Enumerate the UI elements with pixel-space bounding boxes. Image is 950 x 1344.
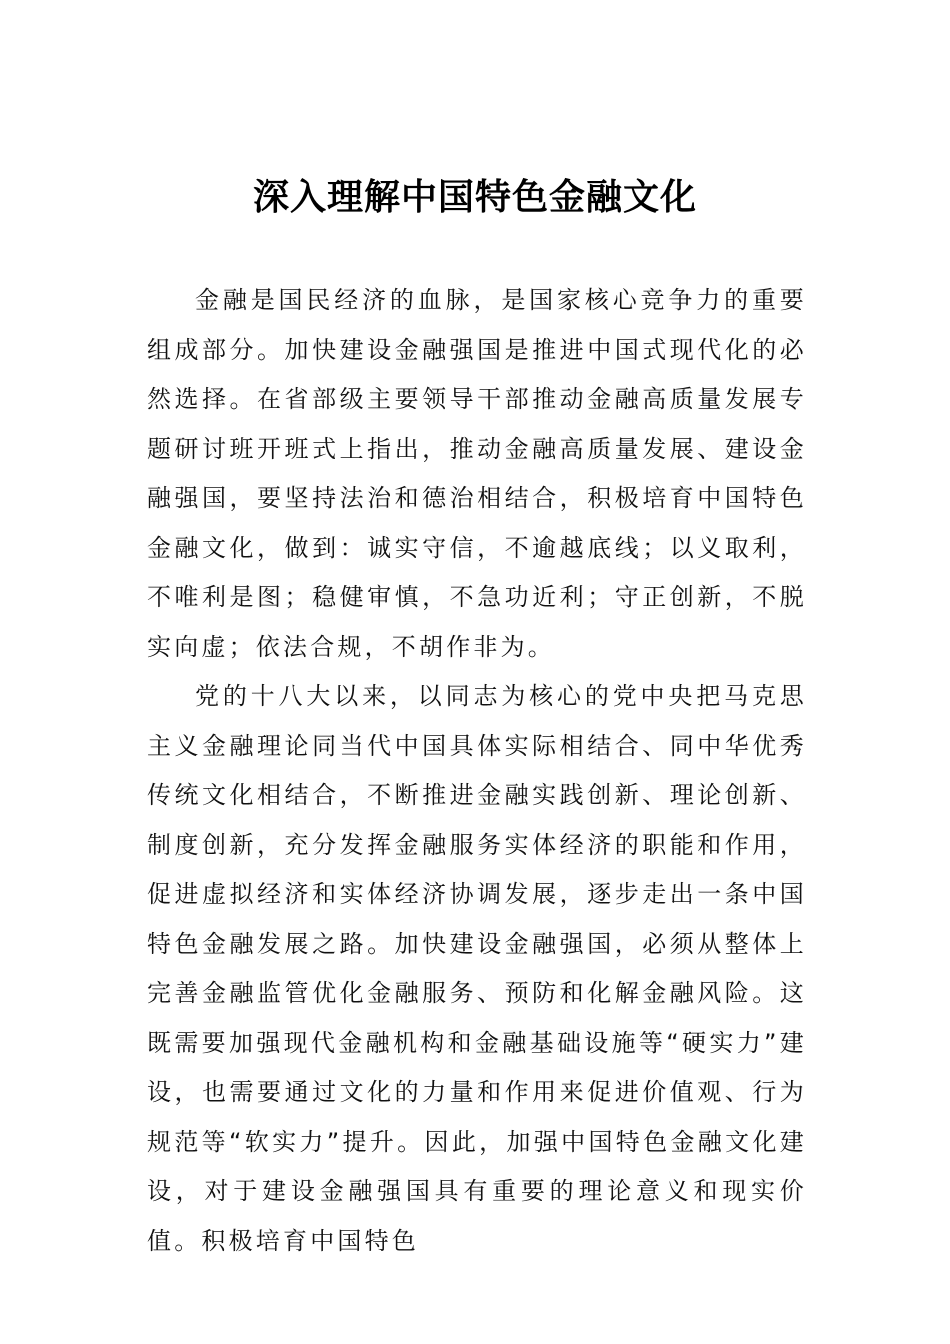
paragraph-2: 党的十八大以来，以同志为核心的党中央把马克思主义金融理论同当代中国具体实际相结合、同中华优秀传统文化相结合，不断推进金融实践创新、理论创新、制度创新，充分发挥金融服务实体经济的职能和作用，促进虚拟经济和实体经济协调发展，逐步走出一条中国特色金融发展之路。加快建设金融强国，必须从整体上完善金融监管优化金融服务、预防和化解金融风险。这既需要加强现代金融机构和金融基础设施等“硬实力”建设，也需要通过文化的力量和作用来促进价值观、行为规范等“软实力”提升。因此，加强中国特色金融文化建设，对于建设金融强国具有重要的理论意义和现实价值。积极培育中国特色 — [147, 682, 807, 1255]
document-title: 深入理解中国特色金融文化 — [252, 176, 697, 218]
document-body — [147, 276, 807, 1266]
paragraph-1: 金融是国民经济的血脉，是国家核心竞争力的重要组成部分。加快建设金融强国是推进中国式现代化的必然选择。在省部级主要领导干部推动金融高质量发展专题研讨班开班式上指出，推动金融高质量发展、建设金融强国，要坚持法治和德治相结合，积极培育中国特色金融文化，做到：诚实守信，不逾越底线；以义取利，不唯利是图；稳健审慎，不急功近利；守正创新，不脱实向虚；依法合规，不胡作非为。 — [147, 286, 807, 661]
